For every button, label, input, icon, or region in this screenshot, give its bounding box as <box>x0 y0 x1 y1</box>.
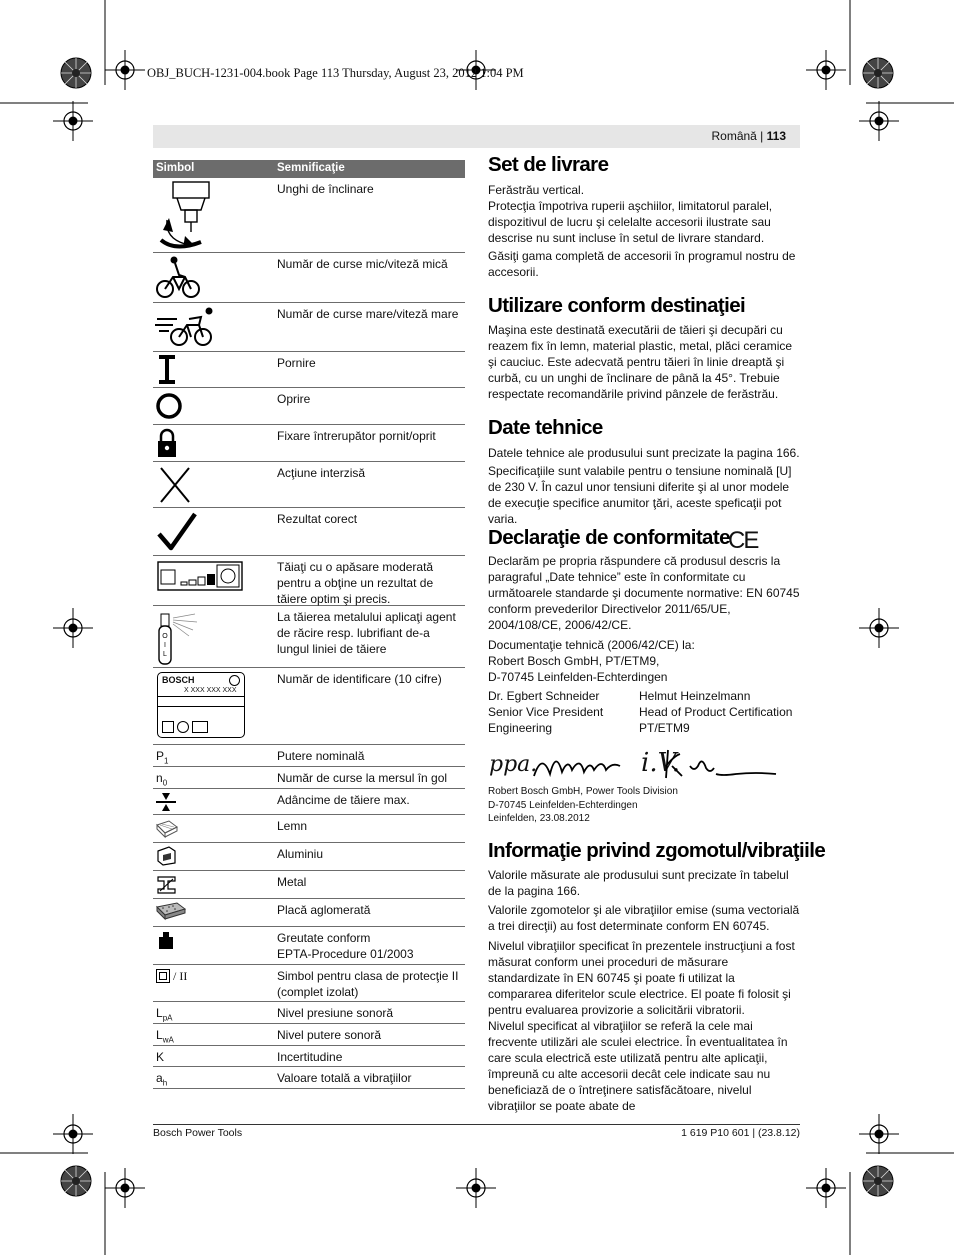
book-info-line: OBJ_BUCH-1231-004.book Page 113 Thursday, August 23, 2012 1:04 PM <box>147 66 524 80</box>
registration-mark-icon <box>51 99 95 143</box>
table-row <box>153 508 465 556</box>
symbol-meaning: Număr de identificare (10 cifre) <box>277 672 442 686</box>
registration-mark-icon <box>103 1166 147 1210</box>
signature-prefix-iv: i.V. <box>641 748 681 778</box>
symbol-meaning: Valoare totală a vibraţiilor <box>277 1071 412 1085</box>
table-row <box>153 789 465 815</box>
section-title-noise: Informaţie privind zgomotul/vibraţiile <box>488 839 826 862</box>
symbol-meaning: Metal <box>277 875 307 889</box>
symbol-meaning: Nivel putere sonoră <box>277 1028 382 1042</box>
symbol-text: K <box>156 1050 165 1064</box>
symbol-meaning: Nivel presiune sonoră <box>277 1006 394 1020</box>
table-row <box>153 965 465 1002</box>
registration-mark-icon <box>804 48 848 92</box>
table-row <box>153 871 465 899</box>
symbol-meaning: Greutate conform EPTA-Procedure 01/2003 <box>277 931 414 961</box>
table-row <box>153 815 465 843</box>
registration-mark-icon <box>857 99 901 143</box>
table-row <box>153 745 465 767</box>
signatory-1: Dr. Egbert Schneider Senior Vice President Engineering <box>488 689 604 735</box>
symbol-meaning: Rezultat corect <box>277 512 358 526</box>
symbol-table <box>153 160 465 1089</box>
registration-mark-icon <box>804 1166 848 1210</box>
weight-icon <box>155 929 177 951</box>
cutting-depth-icon <box>155 791 177 813</box>
delivery-paragraph: Găsiţi gama completă de accesorii în programul nostru de accesorii. <box>488 249 796 279</box>
double-insulation-icon <box>156 969 170 983</box>
svg-text:O: O <box>162 633 168 640</box>
table-row <box>153 388 465 425</box>
section-title-delivery: Set de livrare <box>488 153 609 176</box>
table-header <box>153 160 465 178</box>
symbol-meaning: Număr de curse la mersul în gol <box>277 771 448 785</box>
table-row <box>153 556 465 606</box>
signatory-2: Helmut Heinzelmann Head of Product Certification PT/ETM9 <box>639 689 793 735</box>
table-row <box>153 462 465 508</box>
plate-rect-icon <box>192 721 208 733</box>
plate-square-icon <box>162 721 174 733</box>
symbol-text: $L_{pA}$ <box>156 1006 173 1023</box>
star-target-icon <box>862 1165 894 1197</box>
symbol-meaning: Lemn <box>277 819 308 833</box>
noise-paragraph: Valorile zgomotelor şi ale vibraţiilor emise (suma vectorială a trei direcţii) au fost determinate conform EN 60745. <box>488 903 800 933</box>
table-row <box>153 1046 465 1067</box>
footer-brand: Bosch Power Tools <box>153 1127 243 1139</box>
power-on-icon <box>155 354 185 386</box>
issuer-address: Robert Bosch GmbH, Power Tools Division D-70745 Leinfelden-Echterdingen Leinfelden, 23.08.2012 <box>488 786 678 824</box>
registration-mark-icon <box>51 606 95 650</box>
symbol-meaning: Număr de curse mare/viteză mare <box>277 307 459 321</box>
table-row <box>153 1002 465 1024</box>
table-row <box>153 668 465 745</box>
registration-mark-icon <box>103 48 147 92</box>
registration-mark-icon <box>454 1166 498 1210</box>
low-speed-cyclist-icon <box>155 255 205 301</box>
delivery-paragraph: Ferăstrău vertical. Protecţia împotriva ruperii aşchiilor, limitatorul paralel, dispozitivul de lucru şi celelalte accesorii ilustrate sau descrise nu sunt incluse în setul de livrare standard. <box>488 183 773 245</box>
star-target-icon <box>60 57 92 89</box>
symbol-meaning: Număr de curse mic/viteză mică <box>277 257 448 271</box>
intended-use-paragraph: Maşina este destinată executării de tăieri şi decupări cu reazem fix în lemn, material plastic, metal, plăci ceramice şi cauciuc. Este adecvată pentru tăieri în linie dreaptă şi curbă, cu un unghi de înclinare de până la 45°. Trebuie respectate recomandările privind pânzele de ferăstrău. <box>488 323 793 401</box>
page-header <box>153 125 800 148</box>
bosch-armature-logo-icon <box>229 675 240 686</box>
page-number: 113 <box>766 129 786 143</box>
symbol-meaning: Pornire <box>277 356 316 370</box>
table-row <box>153 352 465 388</box>
power-off-icon <box>155 390 187 422</box>
svg-text:L: L <box>163 651 167 658</box>
symbol-text: $L_{wA}$ <box>156 1028 174 1045</box>
column-header-symbol: Simbol <box>156 162 195 174</box>
symbol-meaning: Aluminiu <box>277 847 324 861</box>
symbol-text: $n_0$ <box>156 771 168 788</box>
technical-documentation-address: Documentaţie tehnică (2006/42/CE) la: Robert Bosch GmbH, PT/ETM9, D-70745 Leinfelden-Echterdingen <box>488 638 695 684</box>
table-row <box>153 843 465 871</box>
bevel-angle-icon <box>155 180 225 250</box>
noise-paragraph: Nivelul vibraţiilor specificat în prezentele instrucţiuni a fost măsurat conform unei proceduri de măsurare standardizate în EN 60745 şi poate fi utilizat la compararea diferitelor scule electrice. El poate fi folosit şi pentru evaluarea provizorie a solicitării vibratorii. Nivelul specificat al vibraţiilor se referă la cele mai frecvente utilizări ale sculei electrice. În eventualitatea în care scula electrică este utilizată pentru alte aplicaţii, împreună cu alte accesorii decât cele indicate sau nu beneficiază de o întreţinere satisfăcătoare, nivelul vibraţiilor se poate abate de <box>488 939 795 1113</box>
section-title-conformity: Declaraţie de conformitate <box>488 526 730 549</box>
table-row <box>153 253 465 303</box>
symbol-meaning: Placă aglomerată <box>277 903 371 917</box>
tech-data-paragraph: Specificaţiile sunt valabile pentru o tensiune nominală [U] de 230 V. În cazul unor tensiuni diferite şi al unor modele de execuţie specifice anumitor ţări, aceste speficaţii pot varia. <box>488 464 792 526</box>
lock-icon <box>155 427 185 459</box>
signature-schneider-icon <box>532 746 622 782</box>
wood-material-icon <box>155 817 179 839</box>
id-plate <box>157 672 245 738</box>
forbidden-x-icon <box>155 464 195 504</box>
star-target-icon <box>60 1165 92 1197</box>
footer-document-number: 1 619 P10 601 | (23.8.12) <box>681 1127 800 1139</box>
symbol-meaning: Fixare întrerupător pornit/oprit <box>277 429 436 443</box>
star-target-icon <box>862 57 894 89</box>
symbol-meaning: Putere nominală <box>277 749 365 763</box>
symbol-text: / II <box>156 968 187 984</box>
column-header-meaning: Semnificaţie <box>277 162 345 174</box>
table-row <box>153 606 465 668</box>
table-row <box>153 1024 465 1046</box>
plate-circle-icon <box>177 721 189 733</box>
moderate-pressure-gauge-icon <box>155 558 245 594</box>
symbol-meaning: Acţiune interzisă <box>277 466 366 480</box>
signature-prefix-ppa: ppa. <box>489 752 538 777</box>
symbol-meaning: Incertitudine <box>277 1050 343 1064</box>
symbol-meaning: Adâncime de tăiere max. <box>277 793 410 807</box>
table-row <box>153 927 465 965</box>
table-row <box>153 178 465 253</box>
checkmark-icon <box>155 510 199 554</box>
svg-text:I: I <box>164 642 166 649</box>
noise-paragraph: Valorile măsurate ale produsului sunt precizate în tabelul de la pagina 166. <box>488 868 789 898</box>
signature-heinzelmann-icon <box>660 748 778 782</box>
registration-mark-icon <box>857 606 901 650</box>
symbol-meaning: Unghi de înclinare <box>277 182 374 196</box>
registration-mark-icon <box>857 1112 901 1156</box>
table-row <box>153 899 465 927</box>
symbol-meaning: La tăierea metalului aplicaţi agent de răcire resp. lubrifiant de-a lungul liniei de tăiere <box>277 610 456 656</box>
symbol-meaning: Simbol pentru clasa de protecţie II (complet izolat) <box>277 969 459 999</box>
table-row <box>153 1067 465 1089</box>
symbol-meaning: Oprire <box>277 392 311 406</box>
footer-divider <box>153 1124 800 1125</box>
coolant-oil-can-icon <box>155 608 201 666</box>
id-plate-number: X XXX XXX XXX <box>184 687 237 694</box>
id-plate-brand: BOSCH <box>162 675 195 685</box>
aluminium-material-icon <box>155 845 179 867</box>
ce-mark-icon: CE <box>728 527 758 554</box>
header-language: Română <box>711 129 757 143</box>
symbol-text: $a_h$ <box>156 1071 168 1088</box>
symbol-meaning: Tăiaţi cu o apăsare moderată pentru a obţine un rezultat de tăiere optim şi precis. <box>277 560 434 606</box>
chipboard-material-icon <box>155 901 187 923</box>
registration-mark-icon <box>51 1112 95 1156</box>
tech-data-paragraph: Datele tehnice ale produsului sunt precizate la pagina 166. <box>488 446 800 460</box>
table-row <box>153 425 465 462</box>
high-speed-cyclist-icon <box>155 305 217 351</box>
metal-material-icon <box>155 873 179 895</box>
page-header-text: Română | 113 <box>711 129 786 143</box>
section-title-tech-data: Date tehnice <box>488 416 603 439</box>
table-row <box>153 303 465 352</box>
table-row <box>153 767 465 789</box>
conformity-paragraph: Declarăm pe propria răspundere că produsul descris la paragraful „Date tehnice” este în conformitate cu următoarele standarde şi documente normative: EN 60745 conform prevederilor Directivelor 2011/65/UE, 2004/108/CE, 2006/42/CE. <box>488 554 800 632</box>
symbol-text: $P_1$ <box>156 749 169 766</box>
section-title-intended-use: Utilizare conform destinaţiei <box>488 294 746 317</box>
